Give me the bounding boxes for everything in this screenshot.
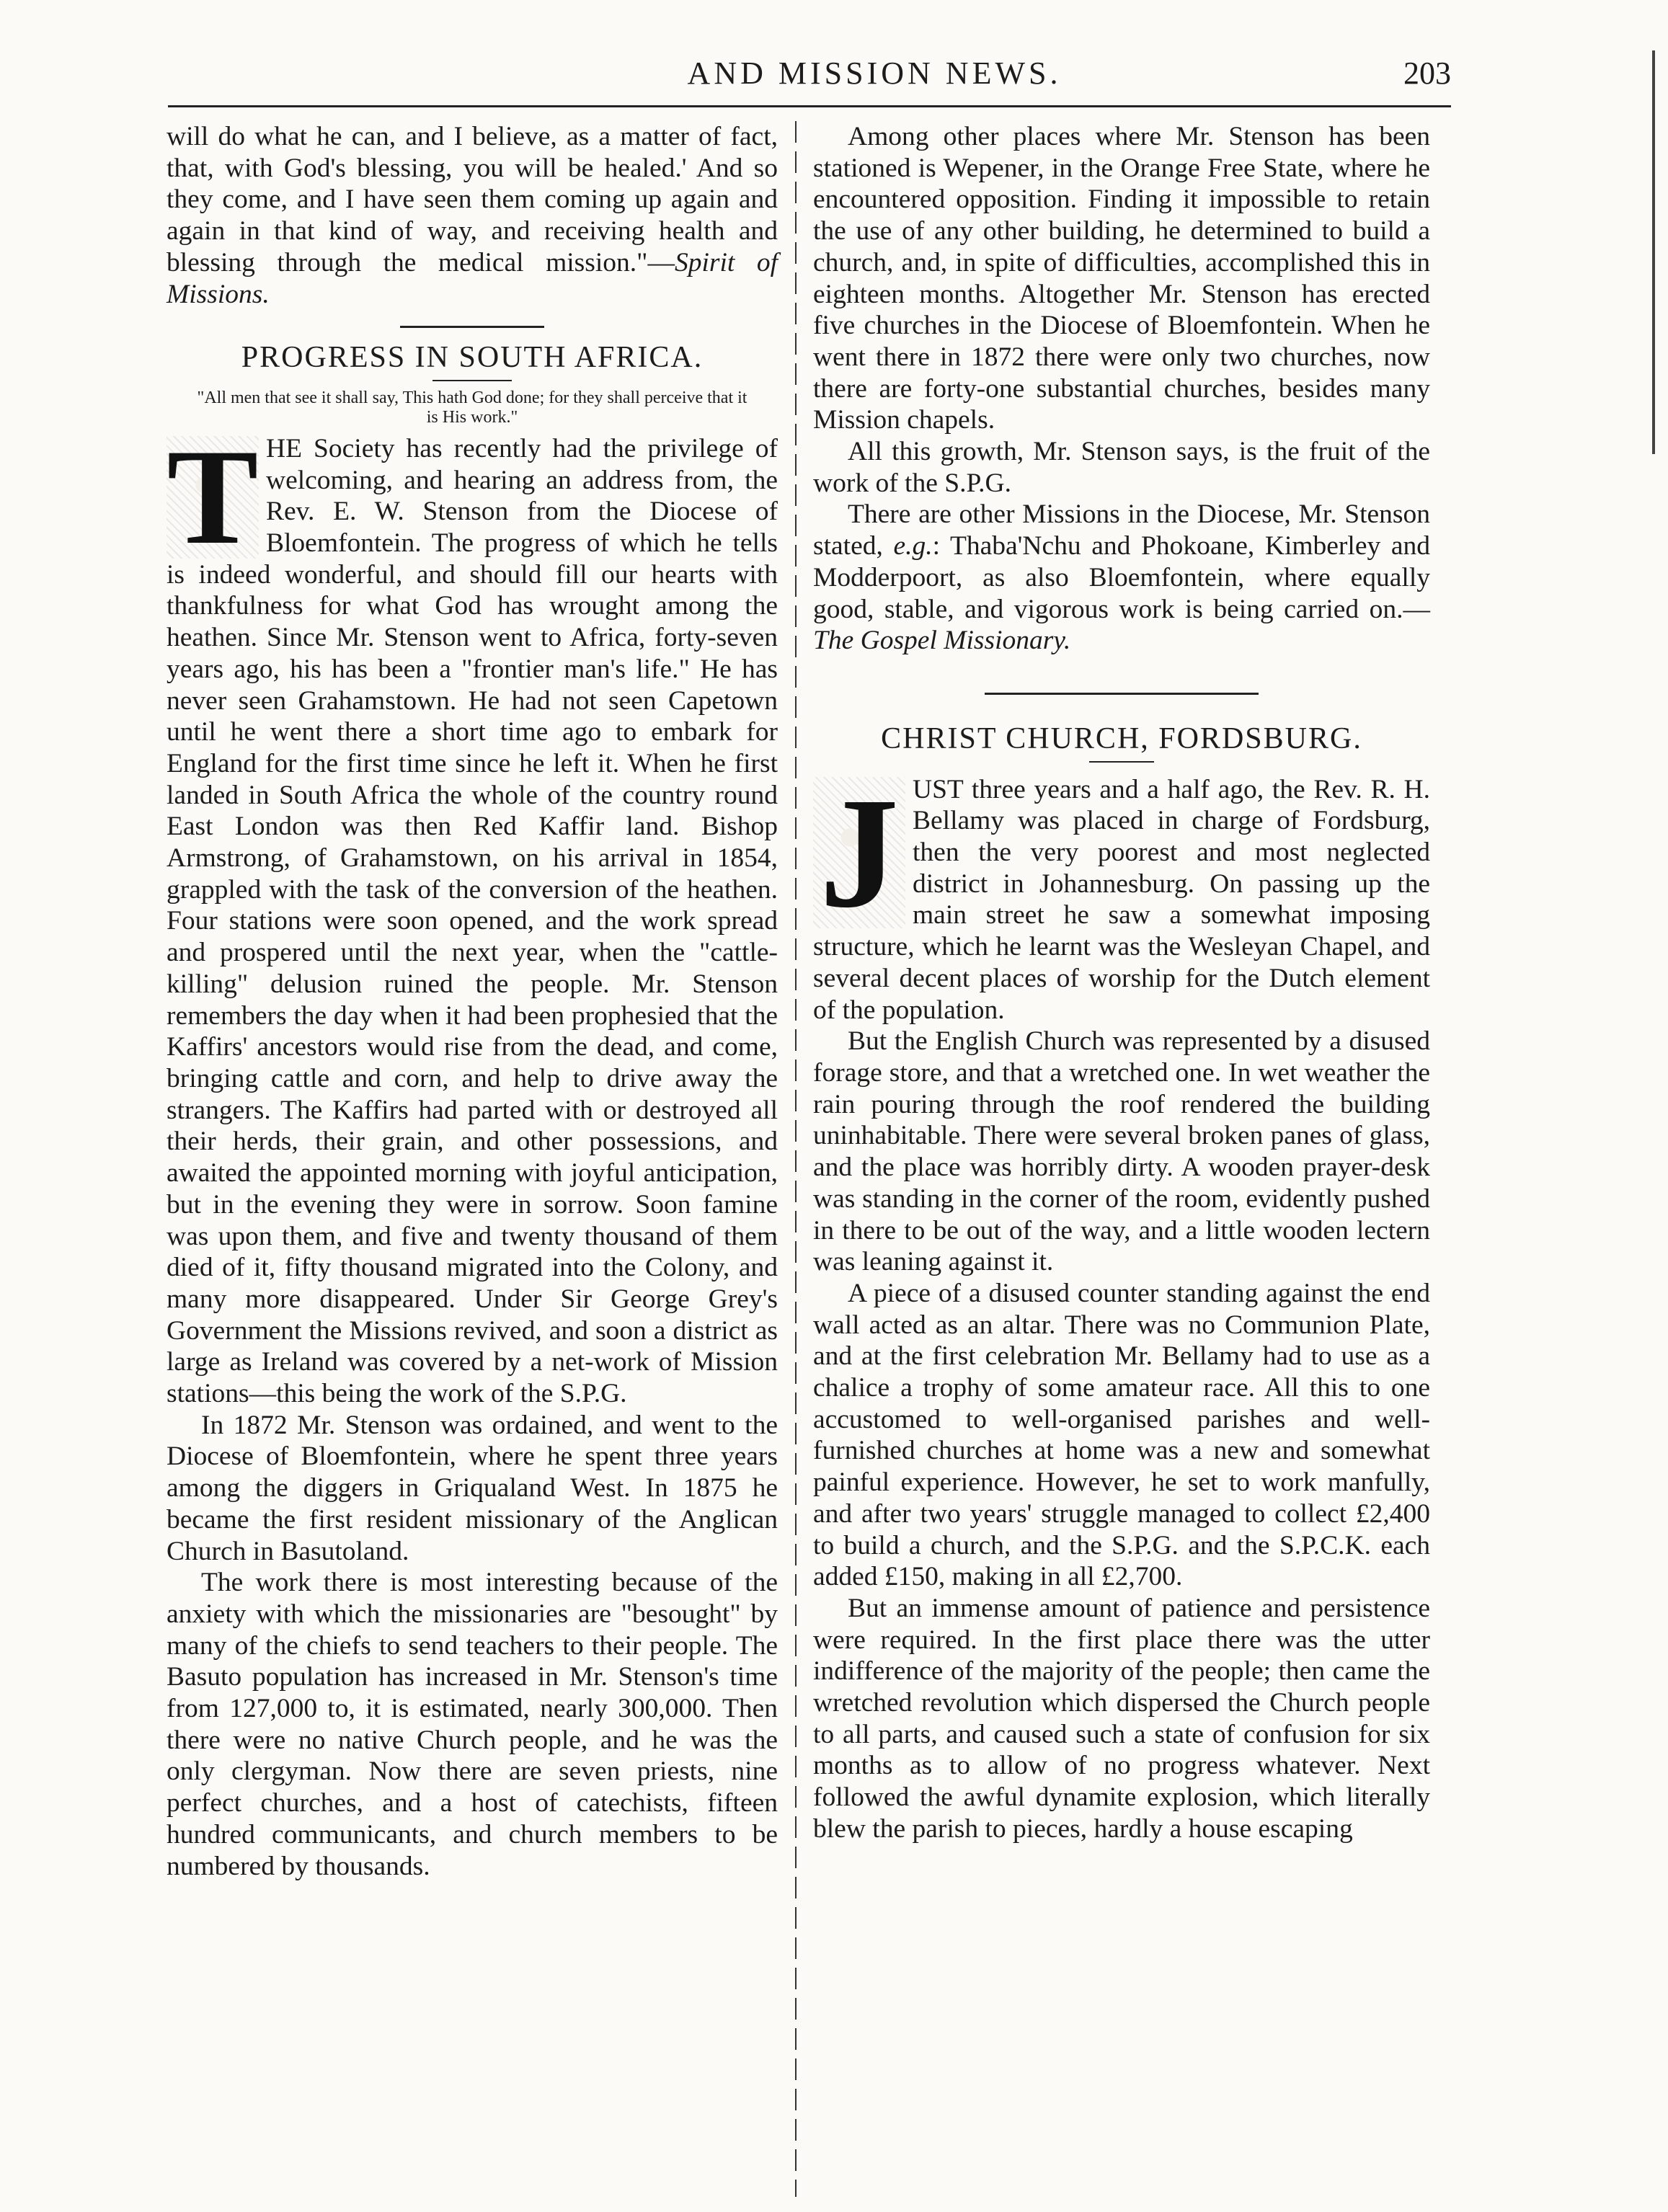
running-head-title: AND MISSION NEWS. [687, 55, 1062, 91]
paragraph: But the English Church was represented by a disused forage store, and that a wretched one. In wet weather the rain pouring through the roof rendered the building uninhabitable. There were several broken panes of glass, and the place was horribly dirty. A wooden prayer-desk was standing in the corner of the room, evidently pushed in there to be out of the way, and a little wooden lectern was leaning against it. [813, 1026, 1430, 1277]
paragraph: HE Society has recently had the privilege of welcoming, and hearing an address from, the Rev. E. W. Stenson from the Diocese of Bloemfontein. The progress of which he tells is indeed wonderful, and should fill our hearts with thankfulness for what God has wrought among the heathen. Since Mr. Stenson went to Africa, forty-seven years ago, his has been a "frontier man's life." He has never seen Grahamstown. He had not seen Capetown until he went there a short time ago to embark for England for the first time since he left it. When he first landed in South Africa the whole of the country round East London was then Red Kaffir land. Bishop Armstrong, of Grahamstown, on his arrival in 1854, grappled with the task of the conversion of the heathen. Four stations were soon opened, and the work spread and prospered until the next year, when the "cattle-killing" delusion ruined the people. Mr. Stenson remembers the day when it had been prophesied that the Kaffirs' ancestors would rise from the dead, and come, bringing cattle and corn, and help to drive away the strangers. The Kaffirs had parted with or destroyed all their herds, their grain, and other possessions, and awaited the appointed morning with joyful anticipation, but in the evening they were in sorrow. Soon famine was upon them, and five and twenty thousand of them died of it, fifty thousand migrated into the Colony, and many more disappeared. Under Sir George Grey's Government the Missions revived, and soon a district as large as Ireland was covered by a net-work of Mission stations—this being the work of the S.P.G. [167, 433, 778, 1409]
paragraph-text: : Thaba'Nchu and Phokoane, Kimberley and Modderpoort, as also Bloemfontein, where equally good, stable, and vigorous work is being carried on.— [813, 531, 1430, 624]
continuation-text: will do what he can, and I believe, as a matter of fact, that, with God's blessing, you will be healed.' And so they come, and I have seen them coming up again and again in that kind of way, and receiving health and blessing through the medical mission."— [167, 122, 778, 277]
left-column [167, 121, 778, 1882]
article-body-progress [167, 421, 778, 1882]
paragraph-text: There are other Missions in the Diocese, Mr. Stenson stated, [813, 499, 1430, 561]
paragraph: Among other places where Mr. Stenson has been stationed is Wepener, in the Orange Free State, where he encountered opposition. Finding it impossible to retain the use of any other building, he determined to build a church, and, in spite of difficulties, accomplished this in eighteen months. Altogether Mr. Stenson has erected five churches in the Diocese of Bloemfontein. When he went there in 1872 there were only two churches, now there are forty-one substantial churches, besides many Mission chapels. [813, 122, 1430, 435]
article-title-fordsburg: CHRIST CHURCH, FORDSBURG. [881, 721, 1362, 755]
article-source: The Gospel Missionary. [813, 626, 1071, 656]
paragraph: In 1872 Mr. Stenson was ordained, and went to the Diocese of Bloemfontein, where he spent three years among the diggers in Griqualand West. In 1875 he became the first resident missionary of the Anglican Church in Basutoland. [167, 1410, 778, 1566]
paragraph: UST three years and a half ago, the Rev. R. H. Bellamy was placed in charge of Fordsburg, then the very poorest and most neglected district in Johannesburg. On passing up the main street he saw a somewhat imposing structure, which he learnt was the Wesleyan Chapel, and several decent places of worship for the Dutch element of the population. [813, 774, 1430, 1025]
right-column [813, 121, 1430, 1845]
page-edge-mark [1652, 50, 1655, 454]
section-rule [985, 693, 1259, 695]
header-rule [168, 105, 1451, 107]
section-rule [400, 326, 544, 328]
title-rule [432, 380, 512, 381]
dropcap-letter-j: J [813, 777, 905, 928]
article-body-fordsburg [813, 764, 1430, 1845]
title-rule [1089, 761, 1154, 763]
continuation-paragraph [167, 121, 778, 310]
paragraph: But an immense amount of patience and persistence were required. In the first place there was the utter indifference of the majority of the people; then came the wretched revolution which dispersed the Church people to all parts, and caused such a state of confusion for six months as to allow of no progress whatever. Next followed the awful dynamite explosion, which literally blew the parish to pieces, hardly a house escaping [813, 1593, 1430, 1844]
paragraph: All this growth, Mr. Stenson says, is the fruit of the work of the S.P.G. [813, 437, 1430, 498]
paragraph: A piece of a disused counter standing against the end wall acted as an altar. There was no Communion Plate, and at the first celebration Mr. Bellamy had to use as a chalice a trophy of some amateur race. All this to one accustomed to well-organised parishes and well-furnished churches at home was a new and somewhat painful experience. However, he set to work manfully, and after two years' struggle managed to collect £2,400 to build a church, and the S.P.G. and the S.P.C.K. each added £150, making in all £2,700. [813, 1278, 1430, 1592]
paragraph [813, 499, 1430, 657]
running-head [168, 55, 1451, 98]
page-number: 203 [1403, 55, 1451, 91]
article-motto: "All men that see it shall say, This hath God done; for they shall perceive that it is His work." [197, 388, 748, 427]
dropcap-letter-t: T [167, 421, 259, 573]
eg-abbrev: e.g. [893, 531, 933, 561]
paragraph: The work there is most interesting because of the anxiety with which the missionaries are "besought" by many of the chiefs to send teachers to their people. The Basuto population has increased in Mr. Stenson's time from 127,000 to, it is estimated, nearly 300,000. Then there were no native Church people, and he was the only clergyman. Now there are seven priests, nine perfect churches, and a host of catechists, fifteen hundred communicants, and church members to be numbered by thousands. [167, 1568, 778, 1881]
column-divider [795, 121, 797, 2197]
article-title-progress: PROGRESS IN SOUTH AFRICA. [241, 341, 704, 375]
continuation-source: Spirit of Missions. [167, 247, 778, 309]
